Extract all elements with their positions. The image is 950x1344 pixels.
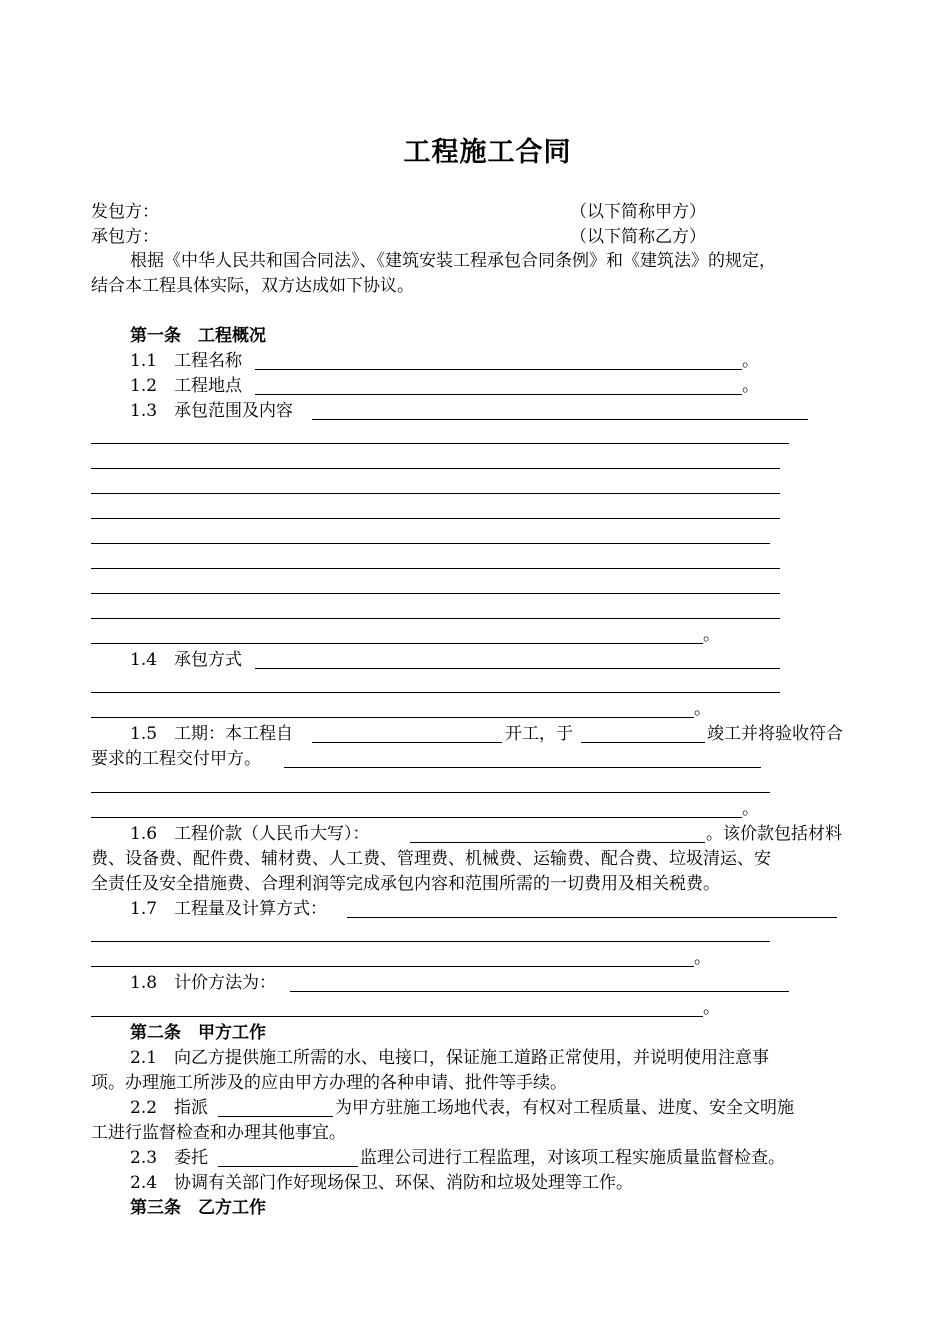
- pricing-blank-2: [91, 1016, 703, 1017]
- scope-blank-4: [91, 493, 780, 494]
- item-1-6-text: 。该价款包括材料: [706, 824, 842, 844]
- party-b-alias: （以下简称乙方）: [570, 227, 706, 247]
- item-1-4-period: 。: [694, 699, 711, 719]
- delivery-blank-3: [91, 817, 742, 818]
- party-a-alias: （以下简称甲方）: [570, 202, 706, 222]
- item-2-1-line-1: 2.1 向乙方提供施工所需的水、电接口，保证施工道路正常使用，并说明使用注意事: [130, 1048, 770, 1068]
- article-3-heading: 第三条 乙方工作: [130, 1198, 266, 1218]
- pricing-blank-1: [290, 991, 789, 992]
- quantity-blank-2: [91, 941, 770, 942]
- item-1-4-label: 1.4 承包方式: [130, 650, 243, 670]
- item-1-3-label: 1.3 承包范围及内容: [130, 401, 294, 421]
- scope-blank-3: [91, 468, 780, 469]
- site-representative-blank: [218, 1116, 333, 1117]
- item-1-5-period: 。: [742, 799, 759, 819]
- item-1-1-label: 1.1 工程名称: [130, 351, 243, 371]
- scope-blank-1: [312, 419, 808, 420]
- scope-blank-6: [91, 543, 770, 544]
- scope-blank-9: [91, 618, 780, 619]
- delivery-blank-2: [91, 792, 770, 793]
- scope-blank-5: [91, 518, 780, 519]
- item-1-7-label: 1.7 工程量及计算方式：: [130, 899, 328, 919]
- item-1-6-label: 1.6 工程价款（人民币大写）：: [130, 824, 370, 844]
- item-1-5-finish-text: 竣工并将验收符合: [707, 724, 843, 744]
- start-date-blank: [312, 742, 502, 743]
- item-1-2-period: 。: [742, 376, 759, 396]
- item-2-2-label: 2.2 指派: [130, 1098, 209, 1118]
- item-1-5-label: 1.5 工期：本工程自: [130, 724, 294, 744]
- item-1-6-line-3: 全责任及安全措施费、合理利润等完成承包内容和范围所需的一切费用及相关税费。: [91, 874, 720, 894]
- item-2-4: 2.4 协调有关部门作好现场保卫、环保、消防和垃圾处理等工作。: [130, 1173, 634, 1193]
- item-1-5-start-text: 开工，于: [505, 724, 573, 744]
- item-1-8-period: 。: [703, 998, 720, 1018]
- item-2-3-text: 监理公司进行工程监理，对该项工程实施质量监督检查。: [360, 1148, 785, 1168]
- item-1-1-period: 。: [742, 351, 759, 371]
- item-1-6-line-2: 费、设备费、配件费、辅材费、人工费、管理费、机械费、运输费、配合费、垃圾清运、安: [91, 849, 771, 869]
- item-2-2-line-2: 工进行监督检查和办理其他事宜。: [91, 1123, 346, 1143]
- item-1-5-continuation: 要求的工程交付甲方。: [91, 749, 261, 769]
- finish-date-blank: [581, 742, 705, 743]
- scope-blank-7: [91, 568, 780, 569]
- item-2-3-label: 2.3 委托: [130, 1148, 209, 1168]
- project-location-blank: [255, 394, 742, 395]
- item-2-1-line-2: 项。办理施工所涉及的应由甲方办理的各种申请、批件等手续。: [91, 1073, 567, 1093]
- item-1-2-label: 1.2 工程地点: [130, 376, 243, 396]
- item-1-8-label: 1.8 计价方法为：: [130, 973, 277, 993]
- scope-blank-2: [91, 443, 789, 444]
- project-name-blank: [255, 369, 742, 370]
- item-2-2-text: 为甲方驻施工场地代表，有权对工程质量、进度、安全文明施: [335, 1098, 794, 1118]
- party-b-label: 承包方：: [91, 227, 159, 247]
- article-1-heading: 第一条 工程概况: [130, 326, 266, 346]
- scope-blank-10: [91, 643, 703, 644]
- contract-price-blank: [410, 842, 705, 843]
- scope-blank-8: [91, 593, 780, 594]
- contract-method-blank-2: [91, 692, 780, 693]
- party-a-label: 发包方：: [91, 202, 159, 222]
- item-1-3-period: 。: [703, 625, 720, 645]
- quantity-blank-3: [91, 966, 694, 967]
- preamble-line-1: 根据《中华人民共和国合同法》、《建筑安装工程承包合同条例》和《建筑法》的规定，: [130, 251, 776, 271]
- item-1-7-period: 。: [694, 948, 711, 968]
- article-2-heading: 第二条 甲方工作: [130, 1023, 266, 1043]
- contract-method-blank-3: [91, 717, 694, 718]
- delivery-blank-1: [284, 767, 761, 768]
- quantity-blank-1: [347, 917, 837, 918]
- contract-method-blank-1: [255, 668, 780, 669]
- supervision-company-blank: [218, 1166, 358, 1167]
- document-title: 工程施工合同: [403, 137, 572, 168]
- preamble-line-2: 结合本工程具体实际，双方达成如下协议。: [91, 276, 414, 296]
